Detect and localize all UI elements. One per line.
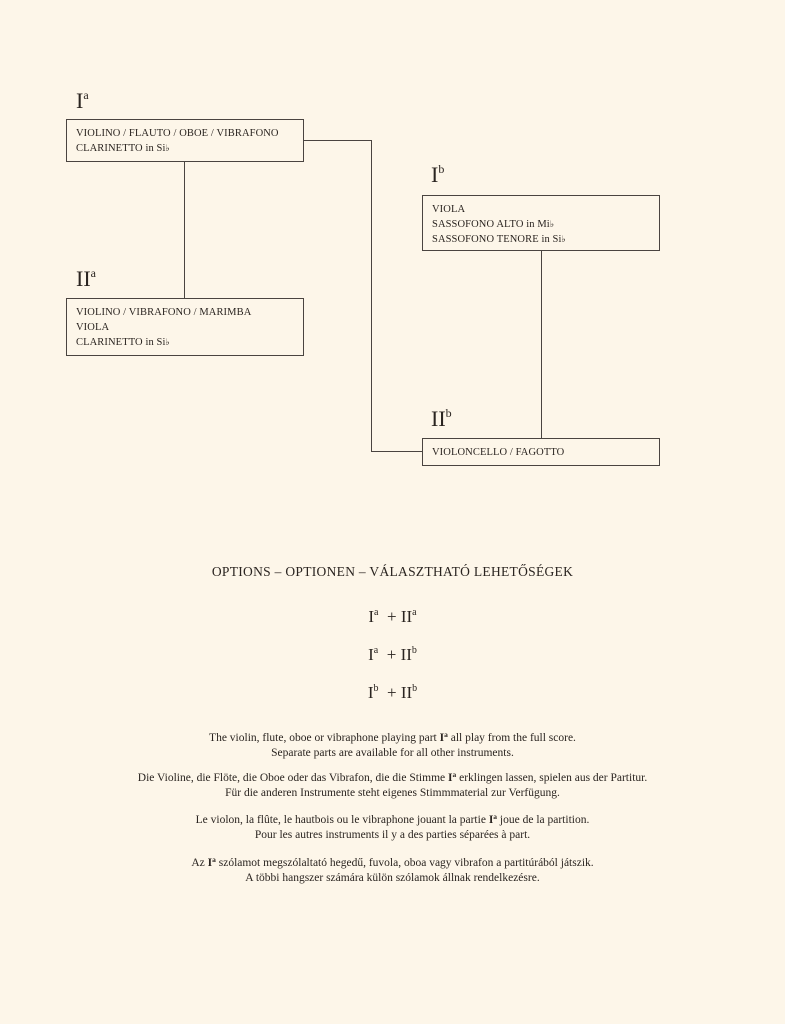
combo-3: $I^b + II^b$ (367, 683, 418, 702)
options-heading: OPTIONS – OPTIONEN – VÁLASZTHATÓ LEHETŐSÉGEK (211, 564, 574, 579)
note-french: Le violon, la flûte, le hautbois ou le vibraphone jouant la partie $I^a$ joue de la partition. Pour les autres instruments il y a des parties séparées à part. (195, 812, 590, 841)
box-IIa (66, 298, 304, 356)
group-label-IIb: $II^b$ (431, 406, 452, 431)
connector-Ia-IIb-v (371, 140, 372, 452)
group-label-Ib: $I^b$ (431, 162, 445, 187)
connector-Ia-IIb-h1 (303, 140, 372, 141)
group-label-IIa: $II^a$ (76, 266, 96, 291)
box-Ia (66, 119, 304, 162)
box-IIb-line-1: VIOLONCELLO / FAGOTTO (432, 447, 565, 458)
box-IIa-line-1: VIOLINO / VIBRAFONO / MARIMBA (76, 307, 252, 318)
note-hungarian: Az $I^a$ szólamot megszólaltató hegedű, fuvola, oboa vagy vibrafon a partitúrából játszik. A többi hangszer számára külön szólamok állnak rendelkezésre. (191, 855, 594, 884)
flat-icon: ♭ (561, 234, 566, 244)
flat-icon: ♭ (165, 337, 170, 347)
flat-icon: ♭ (549, 219, 555, 229)
box-IIa-line-3: CLARINETTO in Si♭ (76, 337, 170, 348)
note-english: The violin, flute, oboe or vibraphone playing part $I^a$ all play from the full score. Separate parts are available for all other instruments. (209, 730, 576, 759)
box-Ib-line-3: SASSOFONO TENORE in Si♭ (432, 234, 566, 245)
box-Ia-line-2: CLARINETTO in Si♭ (76, 143, 170, 154)
box-Ib-line-1: VIOLA (432, 204, 466, 215)
flat-icon: ♭ (165, 143, 170, 153)
box-Ia-line-1: VIOLINO / FLAUTO / OBOE / VIBRAFONO (76, 128, 279, 139)
box-Ib (422, 195, 660, 251)
connector-Ib-IIb (541, 250, 542, 438)
combo-2: $I^a + II^b$ (368, 645, 417, 664)
connector-Ia-IIb-h2 (371, 451, 422, 452)
connector-Ia-IIa (184, 161, 185, 299)
box-IIa-line-2: VIOLA (76, 322, 110, 333)
group-label-Ia: $I^a$ (76, 88, 89, 113)
box-IIb (422, 438, 660, 466)
box-Ib-line-2: SASSOFONO ALTO in Mi♭ (432, 219, 555, 230)
combo-1: $I^a + II^a$ (368, 607, 417, 626)
note-german: Die Violine, die Flöte, die Oboe oder das Vibrafon, die die Stimme $I^a$ erklingen lassen, spielen aus der Partitur. Für die anderen Instrumente steht eigenes Stimmmaterial zur Verfügung. (137, 770, 648, 799)
